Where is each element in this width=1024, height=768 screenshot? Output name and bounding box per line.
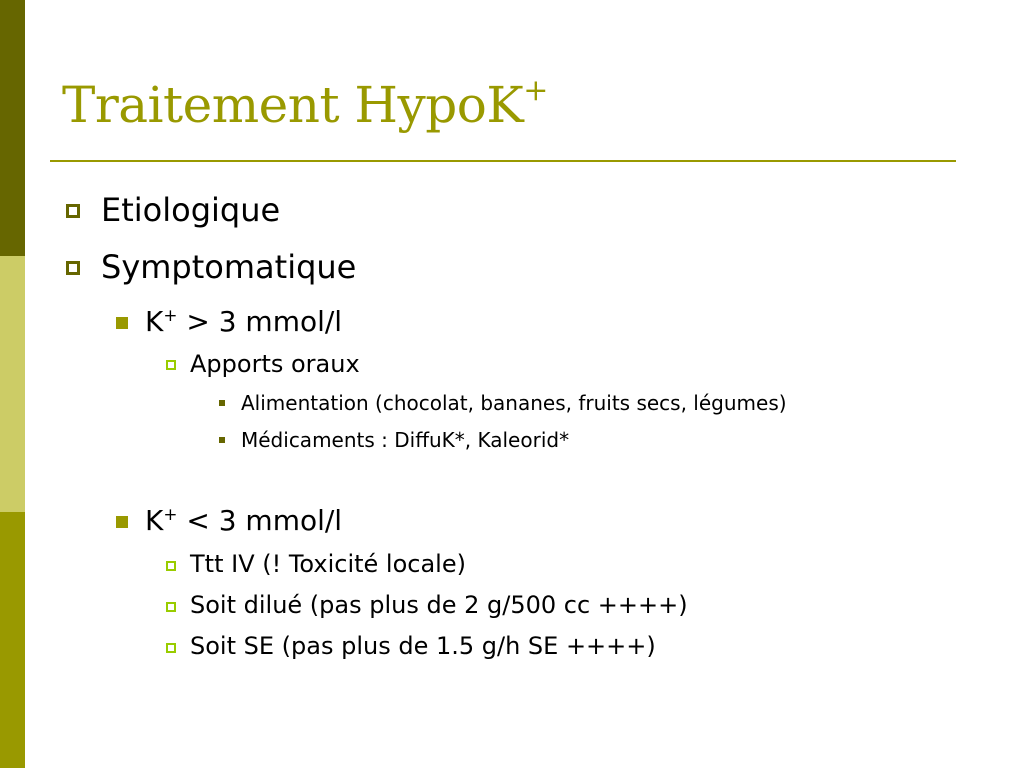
bullet-text: > 3 mmol/l (177, 305, 343, 338)
bullet-ttt-iv: Ttt IV (! Toxicité locale) (190, 550, 466, 578)
bullet-k-below-3 (145, 504, 343, 537)
filled-square-bullet-icon (116, 317, 128, 329)
bullet-k-above-3 (145, 305, 343, 338)
filled-square-bullet-icon (116, 516, 128, 528)
bullet-superscript: + (163, 305, 178, 325)
hollow-square-bullet-icon (66, 204, 80, 218)
hollow-square-bullet-icon (166, 602, 176, 612)
bullet-soit-dilue: Soit dilué (pas plus de 2 g/500 cc ++++) (190, 591, 688, 619)
slide-title-text: Traitement HypoK (62, 76, 524, 134)
small-square-bullet-icon (219, 400, 225, 406)
bullet-soit-se: Soit SE (pas plus de 1.5 g/h SE ++++) (190, 632, 656, 660)
sidebar-segment-dark (0, 0, 25, 256)
bullet-symptomatique: Symptomatique (101, 248, 357, 286)
hollow-square-bullet-icon (166, 360, 176, 370)
slide-title-superscript: + (523, 73, 548, 108)
bullet-superscript: + (163, 504, 178, 524)
bullet-text: < 3 mmol/l (177, 504, 343, 537)
bullet-prefix: K (145, 504, 164, 537)
decorative-sidebar (0, 0, 25, 768)
sidebar-segment-medium (0, 512, 25, 768)
title-divider (50, 160, 956, 162)
bullet-etiologique: Etiologique (101, 191, 281, 229)
sidebar-segment-light (0, 256, 25, 512)
bullet-medicaments: Médicaments : DiffuK*, Kaleorid* (241, 428, 570, 452)
bullet-apports-oraux: Apports oraux (190, 350, 360, 378)
small-square-bullet-icon (219, 437, 225, 443)
hollow-square-bullet-icon (166, 561, 176, 571)
bullet-alimentation: Alimentation (chocolat, bananes, fruits secs, légumes) (241, 391, 787, 415)
hollow-square-bullet-icon (66, 261, 80, 275)
bullet-prefix: K (145, 305, 164, 338)
slide-title (62, 73, 548, 134)
hollow-square-bullet-icon (166, 643, 176, 653)
